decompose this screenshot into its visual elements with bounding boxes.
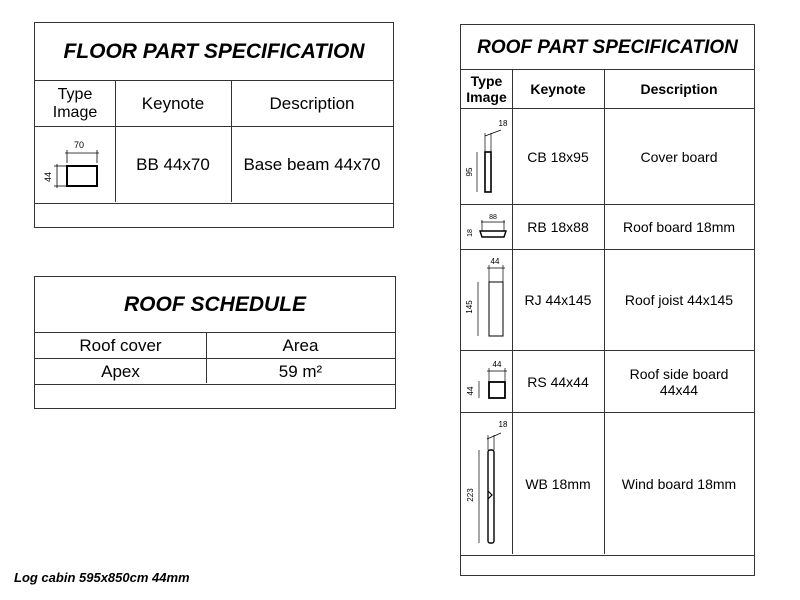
keynote-cell: BB 44x70 <box>136 155 210 174</box>
cover-board-profile-image <box>461 109 512 204</box>
table-row <box>461 250 754 350</box>
dim-height-label: 223 <box>465 488 475 502</box>
roof-side-board-profile-image <box>461 351 512 412</box>
floor-spec-title: FLOOR PART SPECIFICATION <box>63 40 365 63</box>
keynote-cell: RJ 44x145 <box>524 292 592 308</box>
table-row <box>35 127 393 203</box>
roof-schedule-header-row <box>35 333 395 358</box>
description-header: Description <box>640 81 718 97</box>
floor-spec-title-row <box>35 23 393 81</box>
description-cell: Roof joist 44x145 <box>624 292 734 308</box>
dim-width-label: 44 <box>490 257 499 266</box>
dim-width-label: 70 <box>73 140 85 150</box>
type-image-header: Type Image <box>52 86 98 121</box>
drawing-caption: Log cabin 595x850cm 44mm <box>14 570 190 585</box>
keynote-cell: RB 18x88 <box>527 219 589 235</box>
roof-board-profile-image <box>461 205 512 249</box>
roof-cover-header: Roof cover <box>79 335 162 355</box>
description-cell: Roof board 18mm <box>622 219 736 235</box>
roof-spec-table <box>460 24 755 576</box>
keynote-header: Keynote <box>530 81 586 97</box>
table-row <box>461 109 754 204</box>
keynote-cell: RS 44x44 <box>527 373 589 390</box>
roof-schedule-table <box>34 276 396 409</box>
description-header: Description <box>269 94 355 113</box>
roof-spec-title: ROOF PART SPECIFICATION <box>477 36 738 58</box>
dim-height-label: 44 <box>43 171 53 183</box>
table-row <box>461 205 754 249</box>
description-cell: Roof side board 44x44 <box>629 365 729 398</box>
floor-spec-table <box>34 22 394 228</box>
dim-height-label: 18 <box>466 229 474 237</box>
wind-board-profile-image <box>461 413 512 555</box>
keynote-cell: CB 18x95 <box>527 148 589 165</box>
roof-joist-profile-image <box>461 250 512 350</box>
table-row <box>461 351 754 412</box>
dim-width-label: 88 <box>488 214 497 221</box>
roof-schedule-title: ROOF SCHEDULE <box>123 293 306 316</box>
table-row <box>461 413 754 555</box>
roof-schedule-title-row <box>35 277 395 333</box>
type-image-header: Type Image <box>466 73 507 105</box>
roof-cover-cell: Apex <box>101 361 140 381</box>
base-beam-profile-image <box>35 127 115 203</box>
area-header: Area <box>282 335 319 355</box>
area-cell: 59 m² <box>278 361 323 381</box>
keynote-header: Keynote <box>141 94 205 113</box>
description-cell: Cover board <box>640 148 718 165</box>
roof-spec-header-row <box>461 70 754 108</box>
dim-width-label: 18 <box>498 118 507 128</box>
table-row <box>35 359 395 384</box>
roof-spec-title-row <box>461 25 754 70</box>
dim-height-label: 95 <box>464 167 474 176</box>
description-cell: Wind board 18mm <box>621 476 737 492</box>
description-cell: Base beam 44x70 <box>243 155 381 174</box>
floor-spec-header-row <box>35 81 393 127</box>
dim-height-label: 145 <box>464 300 474 314</box>
dim-width-label: 18 <box>498 420 507 429</box>
dim-width-label: 44 <box>492 359 501 369</box>
keynote-cell: WB 18mm <box>525 476 591 492</box>
dim-height-label: 44 <box>465 386 475 395</box>
